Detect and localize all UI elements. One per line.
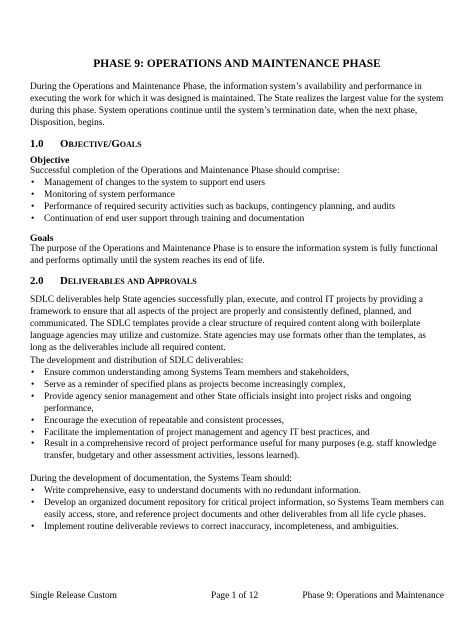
list-item: • Implement routine deliverable reviews to correct inaccuracy, incompleteness, and ambiguities. [30, 522, 444, 534]
list-item: • Performance of required security activities such as backups, contingency planning, and audits [30, 202, 444, 214]
footer-left: Single Release Custom [30, 591, 117, 601]
section-1-number: 1.0 [30, 138, 44, 150]
goals-heading: Goals [30, 233, 54, 244]
list-item: • Facilitate the implementation of project management and agency IT best practices, and [30, 428, 444, 440]
list-item: • Provide agency senior management and other State officials insight into project risks and ongoing performance, [30, 392, 444, 416]
intro-paragraph: During the Operations and Maintenance Phase, the information system’s availability and performance in executing the work for which it was designed is maintained. The State realizes the largest value for the system during this phase. System operations continue until the system’s termination date, when the next phase, Disposition, begins. [30, 82, 444, 128]
objective-heading: Objective [30, 155, 70, 166]
list-item: • Continuation of end user support through training and documentation [30, 214, 444, 226]
list-item: • Ensure common understanding among Systems Team members and stakeholders, [30, 368, 444, 380]
section-2-title: Deliverables and Approvals [60, 275, 197, 287]
list-item: • Management of changes to the system to support end users [30, 178, 444, 190]
list-item: • Encourage the execution of repeatable and consistent processes, [30, 416, 444, 428]
list-item: • Serve as a reminder of specified plans as projects become increasingly complex, [30, 380, 444, 392]
list-item: • Result in a comprehensive record of project performance useful for many purposes (e.g. staff knowledge transfer, budgetary and other assessment activities, lessons learned). [30, 439, 444, 463]
objective-list [30, 178, 444, 226]
section-1-heading [30, 138, 142, 150]
list-item: • Write comprehensive, easy to understand documents with no redundant information. [30, 486, 444, 498]
list-item: • Monitoring of system performance [30, 190, 444, 202]
deliverables-paragraph: SDLC deliverables help State agencies successfully plan, execute, and control IT projects by providing a framework to ensure that all aspects of the project are properly and consistently defined, planned, and communicated. The SDLC templates provide a clear structure of required content along with boilerplate language agencies may utilize and customize. State agencies may use formats other than the templates, as long as the deliverables include all required content. [30, 295, 426, 353]
list-item: • Develop an organized document repository for critical project information, so Systems Team members can easily access, store, and reference project documents and other deliverables from all life cycle phases. [30, 498, 444, 522]
section-1-title: Objective/Goals [60, 138, 142, 150]
document-page [30, 0, 444, 632]
page-footer [30, 591, 444, 603]
objective-lead: Successful completion of the Operations and Maintenance Phase should comprise: [30, 166, 340, 176]
documentation-list [30, 486, 444, 534]
section-2-heading [30, 275, 197, 287]
goals-paragraph: The purpose of the Operations and Maintenance Phase is to ensure the information system is fully functional and performs optimally until the system reaches its end of life. [30, 244, 438, 266]
page-title: PHASE 9: OPERATIONS AND MAINTENANCE PHASE [93, 58, 381, 70]
footer-page-number: Page 1 of 12 [211, 591, 259, 601]
section-2-number: 2.0 [30, 275, 44, 287]
deliverables-list [30, 368, 444, 463]
documentation-list-lead: During the development of documentation, the Systems Team should: [30, 474, 292, 484]
deliverables-list-lead: The development and distribution of SDLC deliverables: [30, 356, 244, 366]
footer-right: Phase 9: Operations and Maintenance [302, 591, 444, 601]
